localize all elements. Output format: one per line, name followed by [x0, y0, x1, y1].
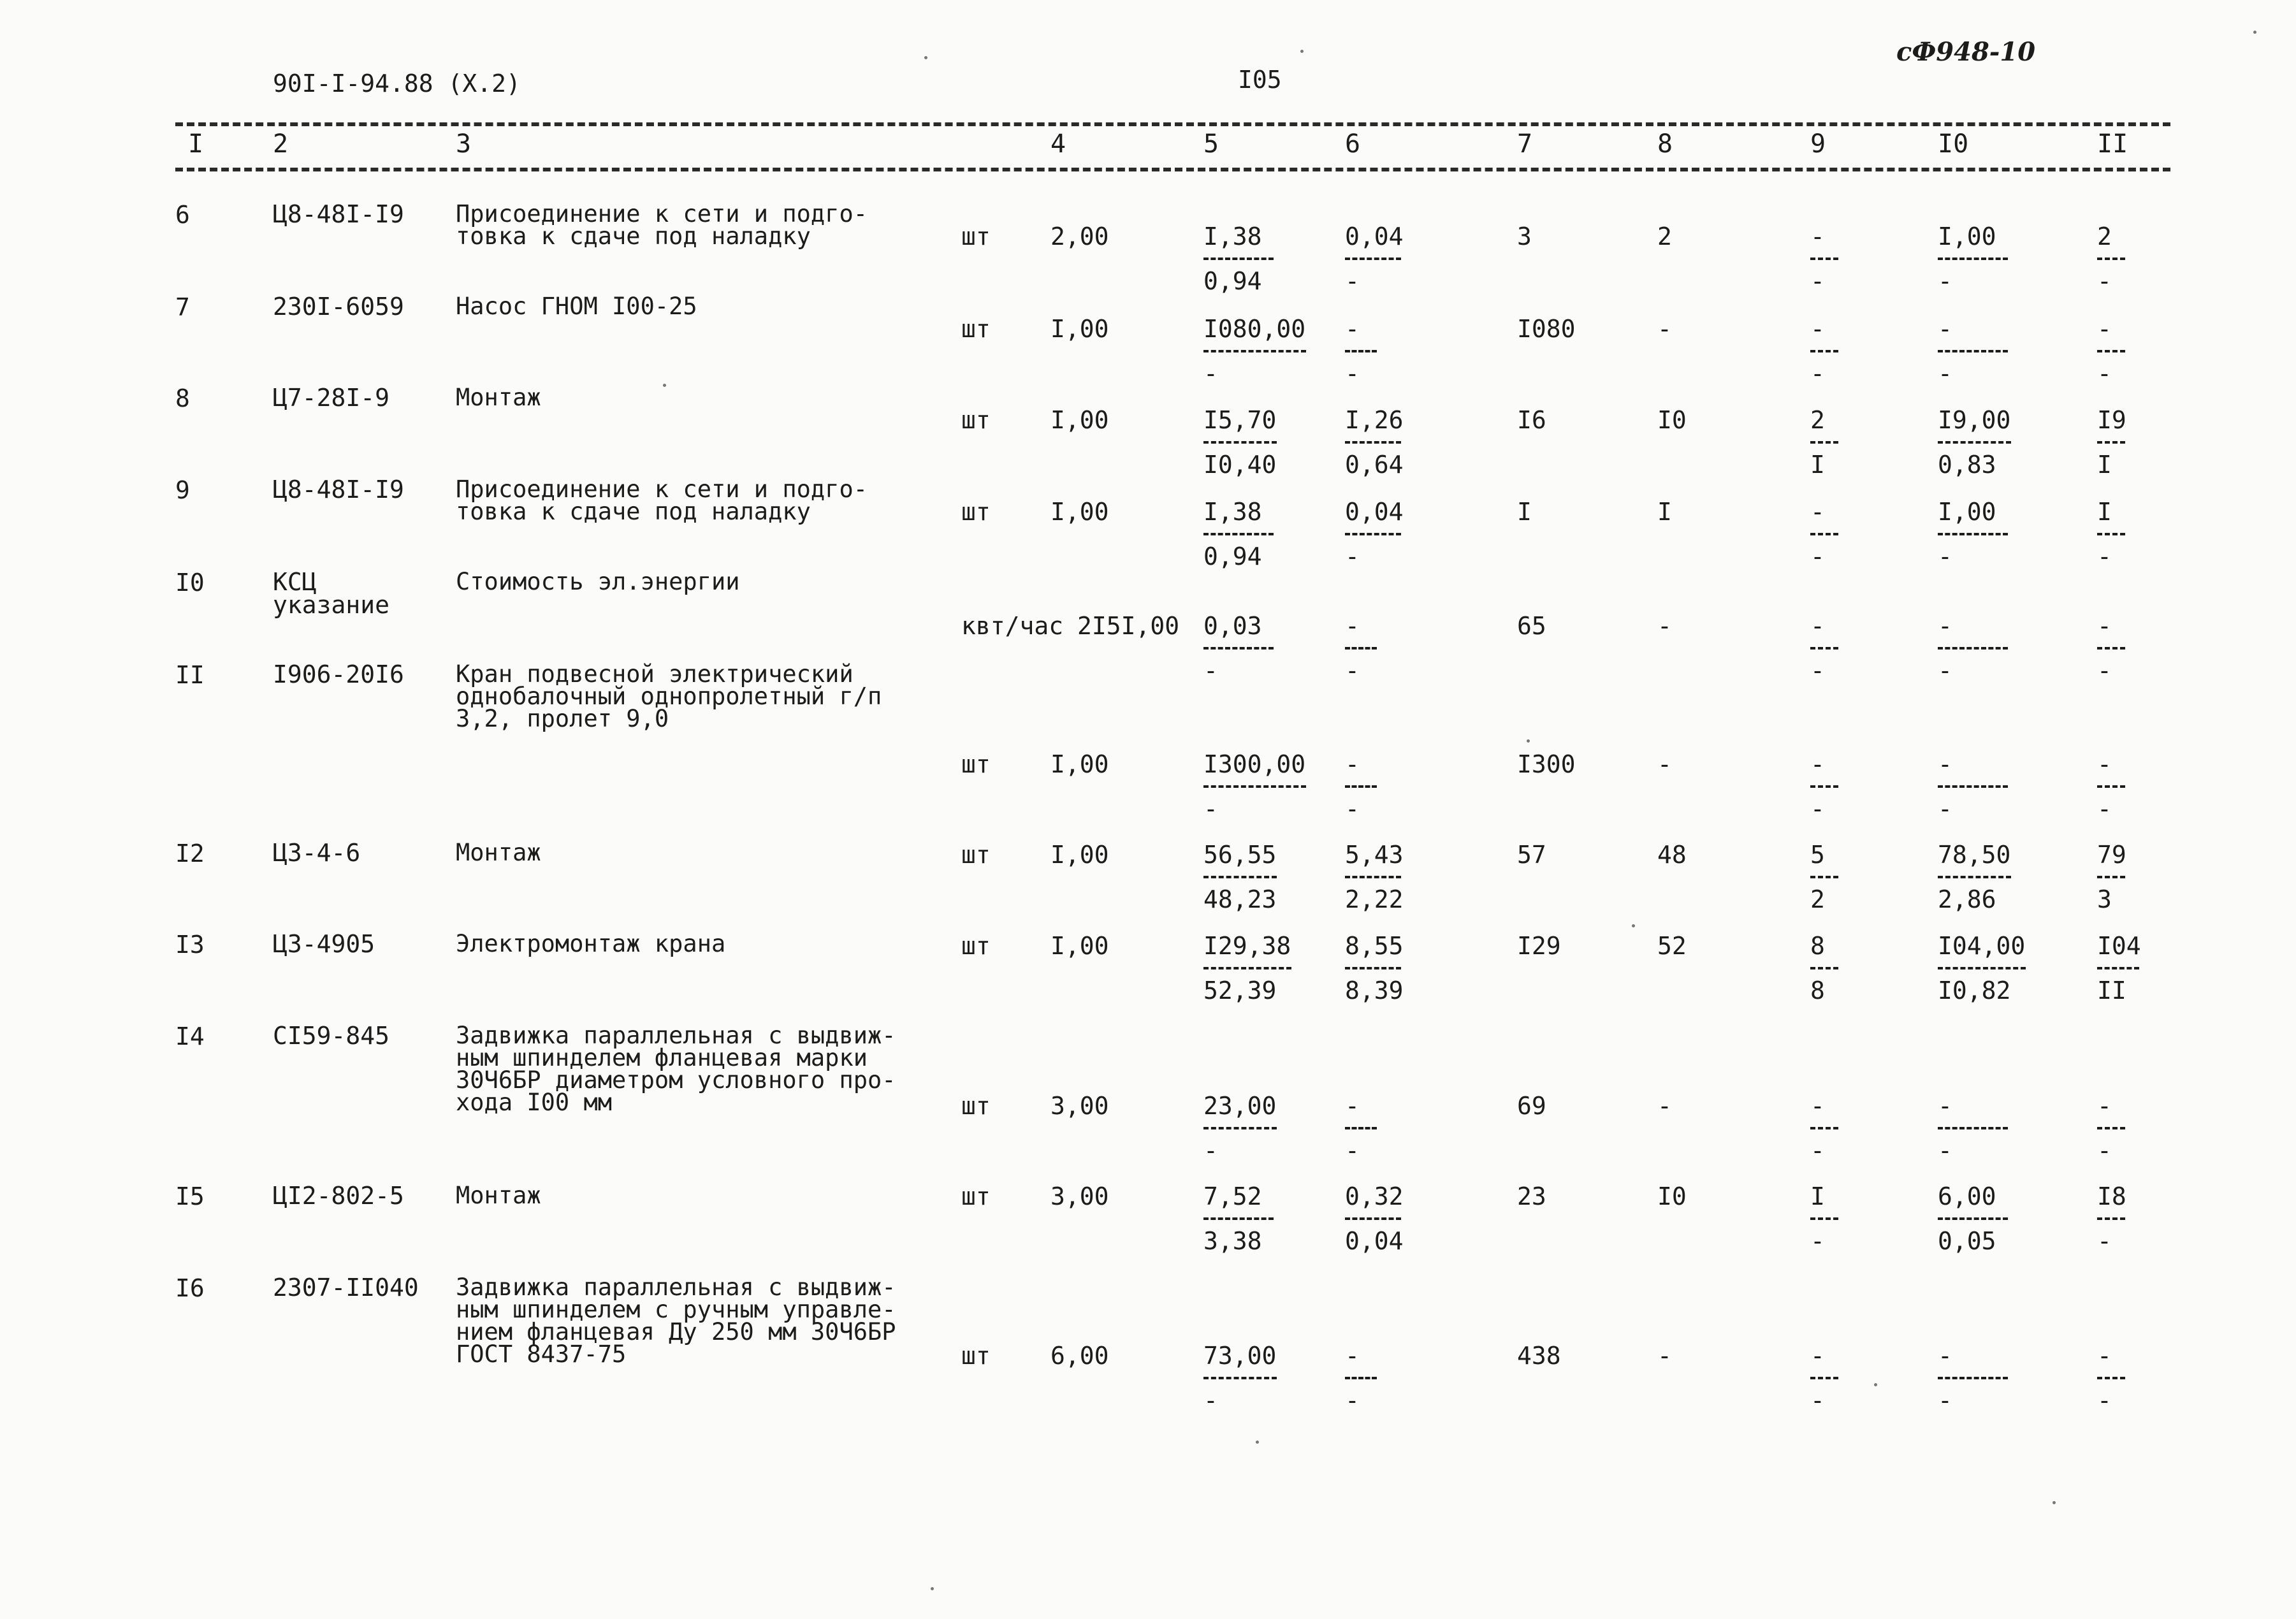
machine-total-divider — [1810, 1217, 1838, 1220]
cost-unit-total-top: 7,52 — [1203, 1182, 1262, 1210]
cost-unit-total-divider — [1203, 876, 1277, 878]
cost-total: I29 — [1517, 932, 1561, 960]
machine-total-top: I — [1810, 1182, 1825, 1210]
cost-total: 57 — [1517, 841, 1546, 869]
cost-unit-total-top: I,38 — [1203, 222, 1262, 250]
wage-total: 52 — [1657, 932, 1687, 960]
labor-unit-bottom: 0,83 — [1938, 451, 1996, 479]
labor-unit-divider — [1938, 647, 2008, 650]
labor-total-bottom: 3 — [2097, 885, 2112, 913]
machine-total-bottom: - — [1810, 1227, 1825, 1255]
labor-total-divider — [2097, 350, 2125, 352]
cost-unit-total-top: I29,38 — [1203, 932, 1291, 960]
item-description: Присоединение к сети и подго- товка к сдаче под наладку — [456, 200, 868, 250]
cost-unit-total-top: I,38 — [1203, 498, 1262, 526]
quantity: I,00 — [1050, 750, 1109, 778]
column-header-6: 6 — [1345, 129, 1361, 159]
item-code: I906-20I6 — [273, 660, 404, 688]
unit: шт — [961, 498, 991, 526]
wage-total: I0 — [1657, 1182, 1687, 1210]
labor-total-top: 2 — [2097, 222, 2112, 250]
column-header-3: 3 — [456, 129, 472, 159]
labor-unit-top: - — [1938, 315, 1952, 343]
column-header-4: 4 — [1050, 129, 1066, 159]
labor-unit-bottom: - — [1938, 542, 1952, 570]
cost-unit-total-top: 0,03 — [1203, 612, 1262, 640]
column-header-11: II — [2097, 129, 2128, 159]
cost-unit-total-bottom: I0,40 — [1203, 451, 1277, 479]
labor-unit-bottom: - — [1938, 1386, 1952, 1414]
labor-total-bottom: - — [2097, 267, 2112, 295]
wage-unit-bottom: - — [1345, 795, 1360, 823]
labor-unit-divider — [1938, 1377, 2008, 1379]
machine-total-divider — [1810, 1127, 1838, 1129]
archive-stamp: сФ948-10 — [1896, 37, 2036, 67]
wage-unit-bottom: 2,22 — [1345, 885, 1404, 913]
machine-total-divider — [1810, 647, 1838, 650]
cost-total: 69 — [1517, 1092, 1546, 1120]
wage-unit-divider — [1345, 1127, 1377, 1129]
labor-total-divider — [2097, 785, 2125, 788]
quantity: 3,00 — [1050, 1092, 1109, 1120]
row-number: 9 — [175, 476, 190, 504]
labor-total-top: - — [2097, 750, 2112, 778]
row-number: I6 — [175, 1274, 205, 1302]
scan-speck — [1632, 924, 1635, 927]
cost-unit-total-divider — [1203, 1127, 1277, 1129]
labor-total-top: - — [2097, 1092, 2112, 1120]
cost-unit-total-top: 73,00 — [1203, 1342, 1277, 1370]
machine-total-bottom: - — [1810, 1386, 1825, 1414]
cost-unit-total-top: I5,70 — [1203, 406, 1277, 434]
labor-unit-bottom: - — [1938, 795, 1952, 823]
item-description: Задвижка параллельная с выдвиж- ным шпинделем с ручным управле- нием фланцевая Ду 250 мм 30Ч6БР ГОСТ 8437-75 — [456, 1274, 896, 1368]
machine-total-divider — [1810, 785, 1838, 788]
row-number: 7 — [175, 293, 190, 321]
machine-total-bottom: - — [1810, 1136, 1825, 1165]
machine-total-bottom: 2 — [1810, 885, 1825, 913]
machine-total-divider — [1810, 967, 1838, 969]
machine-total-divider — [1810, 1377, 1838, 1379]
row-number: 6 — [175, 201, 190, 229]
column-header-9: 9 — [1810, 129, 1826, 159]
item-code: Ц3-4-6 — [273, 839, 361, 867]
item-code: 2307-II040 — [273, 1274, 419, 1302]
document-code: 90I-I-94.88 (X.2) — [273, 69, 521, 98]
scan-speck — [1527, 739, 1530, 743]
labor-unit-divider — [1938, 1127, 2008, 1129]
unit: шт — [961, 1182, 991, 1210]
cost-unit-total-bottom: 0,94 — [1203, 267, 1262, 295]
machine-total-top: - — [1810, 1092, 1825, 1120]
wage-total: - — [1657, 750, 1672, 778]
labor-unit-top: I04,00 — [1938, 932, 2026, 960]
labor-unit-bottom: I0,82 — [1938, 976, 2011, 1005]
wage-unit-top: 8,55 — [1345, 932, 1404, 960]
wage-total: I — [1657, 498, 1672, 526]
cost-unit-total-bottom: - — [1203, 1136, 1218, 1165]
wage-total: 2 — [1657, 222, 1672, 250]
scan-speck — [1874, 1383, 1877, 1386]
wage-unit-top: - — [1345, 1092, 1360, 1120]
cost-total: 3 — [1517, 222, 1532, 250]
item-description: Стоимость эл.энергии — [456, 568, 740, 595]
labor-unit-top: 6,00 — [1938, 1182, 1996, 1210]
scan-speck — [1300, 50, 1304, 53]
labor-total-bottom: - — [2097, 1227, 2112, 1255]
unit: шт — [961, 841, 991, 869]
machine-total-bottom: - — [1810, 359, 1825, 388]
wage-unit-top: 0,04 — [1345, 498, 1404, 526]
machine-total-divider — [1810, 350, 1838, 352]
labor-total-top: - — [2097, 1342, 2112, 1370]
cost-total: I080 — [1517, 315, 1576, 343]
wage-unit-divider — [1345, 967, 1401, 969]
labor-unit-divider — [1938, 441, 2011, 444]
unit: квт/час — [961, 612, 1064, 640]
wage-unit-bottom: - — [1345, 542, 1360, 570]
labor-unit-divider — [1938, 1217, 2008, 1220]
item-description: Электромонтаж крана — [456, 930, 726, 957]
wage-unit-divider — [1345, 876, 1401, 878]
machine-total-divider — [1810, 441, 1838, 444]
machine-total-bottom: 8 — [1810, 976, 1825, 1005]
scan-speck — [2053, 1501, 2056, 1504]
unit: шт — [961, 1342, 991, 1370]
wage-unit-top: 5,43 — [1345, 841, 1404, 869]
labor-total-top: I — [2097, 498, 2112, 526]
labor-total-divider — [2097, 258, 2125, 260]
machine-total-divider — [1810, 876, 1838, 878]
labor-total-divider — [2097, 533, 2125, 535]
scan-speck — [2253, 31, 2256, 34]
machine-total-bottom: - — [1810, 267, 1825, 295]
cost-unit-total-top: I080,00 — [1203, 315, 1306, 343]
cost-total: I6 — [1517, 406, 1546, 434]
labor-total-bottom: - — [2097, 795, 2112, 823]
column-header-10: I0 — [1938, 129, 1969, 159]
cost-unit-total-top: 56,55 — [1203, 841, 1277, 869]
labor-total-divider — [2097, 967, 2139, 969]
scan-speck — [931, 1587, 934, 1590]
machine-total-bottom: - — [1810, 542, 1825, 570]
quantity: I,00 — [1050, 406, 1109, 434]
machine-total-top: - — [1810, 498, 1825, 526]
column-header-8: 8 — [1657, 129, 1673, 159]
cost-unit-total-divider — [1203, 785, 1306, 788]
labor-total-bottom: - — [2097, 1386, 2112, 1414]
wage-unit-bottom: - — [1345, 267, 1360, 295]
quantity: 3,00 — [1050, 1182, 1109, 1210]
labor-total-top: - — [2097, 612, 2112, 640]
unit: шт — [961, 315, 991, 343]
wage-total: - — [1657, 315, 1672, 343]
machine-total-divider — [1810, 258, 1838, 260]
wage-unit-bottom: 0,64 — [1345, 451, 1404, 479]
wage-unit-bottom: - — [1345, 1136, 1360, 1165]
unit: шт — [961, 1092, 991, 1120]
labor-unit-top: - — [1938, 1092, 1952, 1120]
wage-unit-divider — [1345, 350, 1377, 352]
row-number: I4 — [175, 1022, 205, 1050]
machine-total-top: - — [1810, 750, 1825, 778]
wage-total: - — [1657, 1342, 1672, 1370]
quantity: I,00 — [1050, 315, 1109, 343]
labor-total-top: - — [2097, 315, 2112, 343]
labor-total-top: I9 — [2097, 406, 2126, 434]
labor-unit-top: I,00 — [1938, 222, 1996, 250]
labor-unit-bottom: - — [1938, 267, 1952, 295]
unit: шт — [961, 222, 991, 250]
labor-unit-top: I,00 — [1938, 498, 1996, 526]
cost-unit-total-bottom: - — [1203, 359, 1218, 388]
machine-total-top: 2 — [1810, 406, 1825, 434]
wage-unit-divider — [1345, 1217, 1401, 1220]
wage-unit-divider — [1345, 441, 1401, 444]
cost-unit-total-bottom: 52,39 — [1203, 976, 1277, 1005]
wage-unit-top: - — [1345, 612, 1360, 640]
labor-unit-bottom: 0,05 — [1938, 1227, 1996, 1255]
labor-unit-divider — [1938, 350, 2008, 352]
machine-total-top: - — [1810, 315, 1825, 343]
labor-unit-top: - — [1938, 1342, 1952, 1370]
column-header-7: 7 — [1517, 129, 1533, 159]
labor-unit-bottom: 2,86 — [1938, 885, 1996, 913]
wage-unit-top: - — [1345, 315, 1360, 343]
row-number: I5 — [175, 1182, 205, 1210]
cost-unit-total-divider — [1203, 533, 1274, 535]
cost-unit-total-bottom: - — [1203, 1386, 1218, 1414]
header-top-rule — [175, 122, 2170, 126]
wage-unit-bottom: 0,04 — [1345, 1227, 1404, 1255]
wage-total: I0 — [1657, 406, 1687, 434]
wage-unit-bottom: 8,39 — [1345, 976, 1404, 1005]
item-code: СI59-845 — [273, 1022, 390, 1050]
labor-unit-divider — [1938, 785, 2008, 788]
wage-unit-divider — [1345, 1377, 1377, 1379]
page-number: I05 — [1238, 66, 1282, 94]
item-code: 230I-6059 — [273, 293, 404, 321]
row-number: I2 — [175, 839, 205, 868]
item-description: Монтаж — [456, 839, 541, 866]
quantity: 6,00 — [1050, 1342, 1109, 1370]
row-number: I3 — [175, 931, 205, 959]
wage-unit-top: 0,04 — [1345, 222, 1404, 250]
wage-unit-bottom: - — [1345, 359, 1360, 388]
labor-total-top: 79 — [2097, 841, 2126, 869]
item-description: Насос ГНОМ I00-25 — [456, 293, 697, 320]
quantity: I,00 — [1050, 841, 1109, 869]
item-description: Монтаж — [456, 1182, 541, 1209]
labor-total-divider — [2097, 647, 2125, 650]
cost-unit-total-divider — [1203, 350, 1306, 352]
cost-unit-total-bottom: - — [1203, 657, 1218, 685]
unit: шт — [961, 406, 991, 434]
wage-unit-divider — [1345, 533, 1401, 535]
scan-speck — [663, 384, 666, 387]
cost-total: I — [1517, 498, 1532, 526]
item-code: Ц8-48I-I9 — [273, 476, 404, 504]
wage-total: 48 — [1657, 841, 1687, 869]
cost-unit-total-divider — [1203, 1217, 1274, 1220]
item-description: Присоединение к сети и подго- товка к сдаче под наладку — [456, 476, 868, 525]
item-code: КСЦ указание — [273, 568, 390, 619]
scan-speck — [1256, 1441, 1259, 1444]
wage-total: - — [1657, 1092, 1672, 1120]
labor-total-divider — [2097, 876, 2125, 878]
wage-unit-divider — [1345, 785, 1377, 788]
cost-total: 23 — [1517, 1182, 1546, 1210]
item-code: Ц7-28I-9 — [273, 384, 390, 412]
row-number: II — [175, 661, 205, 689]
wage-unit-top: - — [1345, 750, 1360, 778]
labor-total-divider — [2097, 1377, 2125, 1379]
header-bottom-rule — [175, 168, 2170, 171]
labor-total-bottom: I — [2097, 451, 2112, 479]
column-header-2: 2 — [273, 129, 289, 159]
labor-unit-divider — [1938, 258, 2008, 260]
labor-total-bottom: - — [2097, 359, 2112, 388]
labor-total-bottom: - — [2097, 1136, 2112, 1165]
cost-unit-total-top: I300,00 — [1203, 750, 1306, 778]
machine-total-bottom: - — [1810, 795, 1825, 823]
labor-unit-divider — [1938, 967, 2026, 969]
cost-unit-total-bottom: 48,23 — [1203, 885, 1277, 913]
cost-total: 438 — [1517, 1342, 1561, 1370]
cost-unit-total-divider — [1203, 1377, 1277, 1379]
labor-unit-top: 78,50 — [1938, 841, 2011, 869]
cost-unit-total-top: 23,00 — [1203, 1092, 1277, 1120]
quantity: 2I5I,00 — [1077, 612, 1180, 640]
scan-speck — [924, 56, 927, 59]
labor-unit-bottom: - — [1938, 657, 1952, 685]
cost-unit-total-bottom: 0,94 — [1203, 542, 1262, 570]
machine-total-top: - — [1810, 1342, 1825, 1370]
labor-total-divider — [2097, 1217, 2125, 1220]
machine-total-divider — [1810, 533, 1838, 535]
cost-unit-total-divider — [1203, 967, 1291, 969]
labor-total-bottom: - — [2097, 542, 2112, 570]
quantity: I,00 — [1050, 932, 1109, 960]
column-header-5: 5 — [1203, 129, 1219, 159]
row-number: I0 — [175, 569, 205, 597]
labor-total-top: I04 — [2097, 932, 2141, 960]
machine-total-top: - — [1810, 612, 1825, 640]
row-number: 8 — [175, 384, 190, 412]
wage-unit-divider — [1345, 647, 1377, 650]
wage-unit-top: - — [1345, 1342, 1360, 1370]
item-code: Ц8-48I-I9 — [273, 200, 404, 228]
cost-total: I300 — [1517, 750, 1576, 778]
machine-total-top: - — [1810, 222, 1825, 250]
machine-total-top: 8 — [1810, 932, 1825, 960]
labor-total-top: I8 — [2097, 1182, 2126, 1210]
item-code: ЦI2-802-5 — [273, 1182, 404, 1210]
cost-unit-total-bottom: - — [1203, 795, 1218, 823]
wage-unit-top: 0,32 — [1345, 1182, 1404, 1210]
wage-unit-divider — [1345, 258, 1401, 260]
labor-total-divider — [2097, 441, 2125, 444]
labor-unit-divider — [1938, 876, 2011, 878]
labor-unit-bottom: - — [1938, 1136, 1952, 1165]
labor-total-divider — [2097, 1127, 2125, 1129]
cost-unit-total-bottom: 3,38 — [1203, 1227, 1262, 1255]
labor-unit-top: - — [1938, 612, 1952, 640]
labor-unit-top: I9,00 — [1938, 406, 2011, 434]
item-description: Монтаж — [456, 384, 541, 411]
wage-unit-bottom: - — [1345, 657, 1360, 685]
machine-total-top: 5 — [1810, 841, 1825, 869]
labor-unit-top: - — [1938, 750, 1952, 778]
labor-unit-bottom: - — [1938, 359, 1952, 388]
wage-unit-bottom: - — [1345, 1386, 1360, 1414]
labor-unit-divider — [1938, 533, 2008, 535]
cost-unit-total-divider — [1203, 647, 1274, 650]
unit: шт — [961, 750, 991, 778]
labor-total-bottom: II — [2097, 976, 2126, 1005]
item-description: Кран подвесной электрический однобалочный однопролетный г/п 3,2, пролет 9,0 — [456, 660, 882, 732]
item-description: Задвижка параллельная с выдвиж- ным шпинделем фланцевая марки 30Ч6БР диаметром условного про- хода I00 мм — [456, 1022, 896, 1116]
column-header-1: I — [188, 129, 204, 159]
machine-total-bottom: - — [1810, 657, 1825, 685]
labor-total-bottom: - — [2097, 657, 2112, 685]
wage-total: - — [1657, 612, 1672, 640]
machine-total-bottom: I — [1810, 451, 1825, 479]
cost-unit-total-divider — [1203, 441, 1277, 444]
cost-unit-total-divider — [1203, 258, 1274, 260]
item-code: Ц3-4905 — [273, 930, 375, 958]
unit: шт — [961, 932, 991, 960]
quantity: I,00 — [1050, 498, 1109, 526]
wage-unit-top: I,26 — [1345, 406, 1404, 434]
quantity: 2,00 — [1050, 222, 1109, 250]
cost-total: 65 — [1517, 612, 1546, 640]
